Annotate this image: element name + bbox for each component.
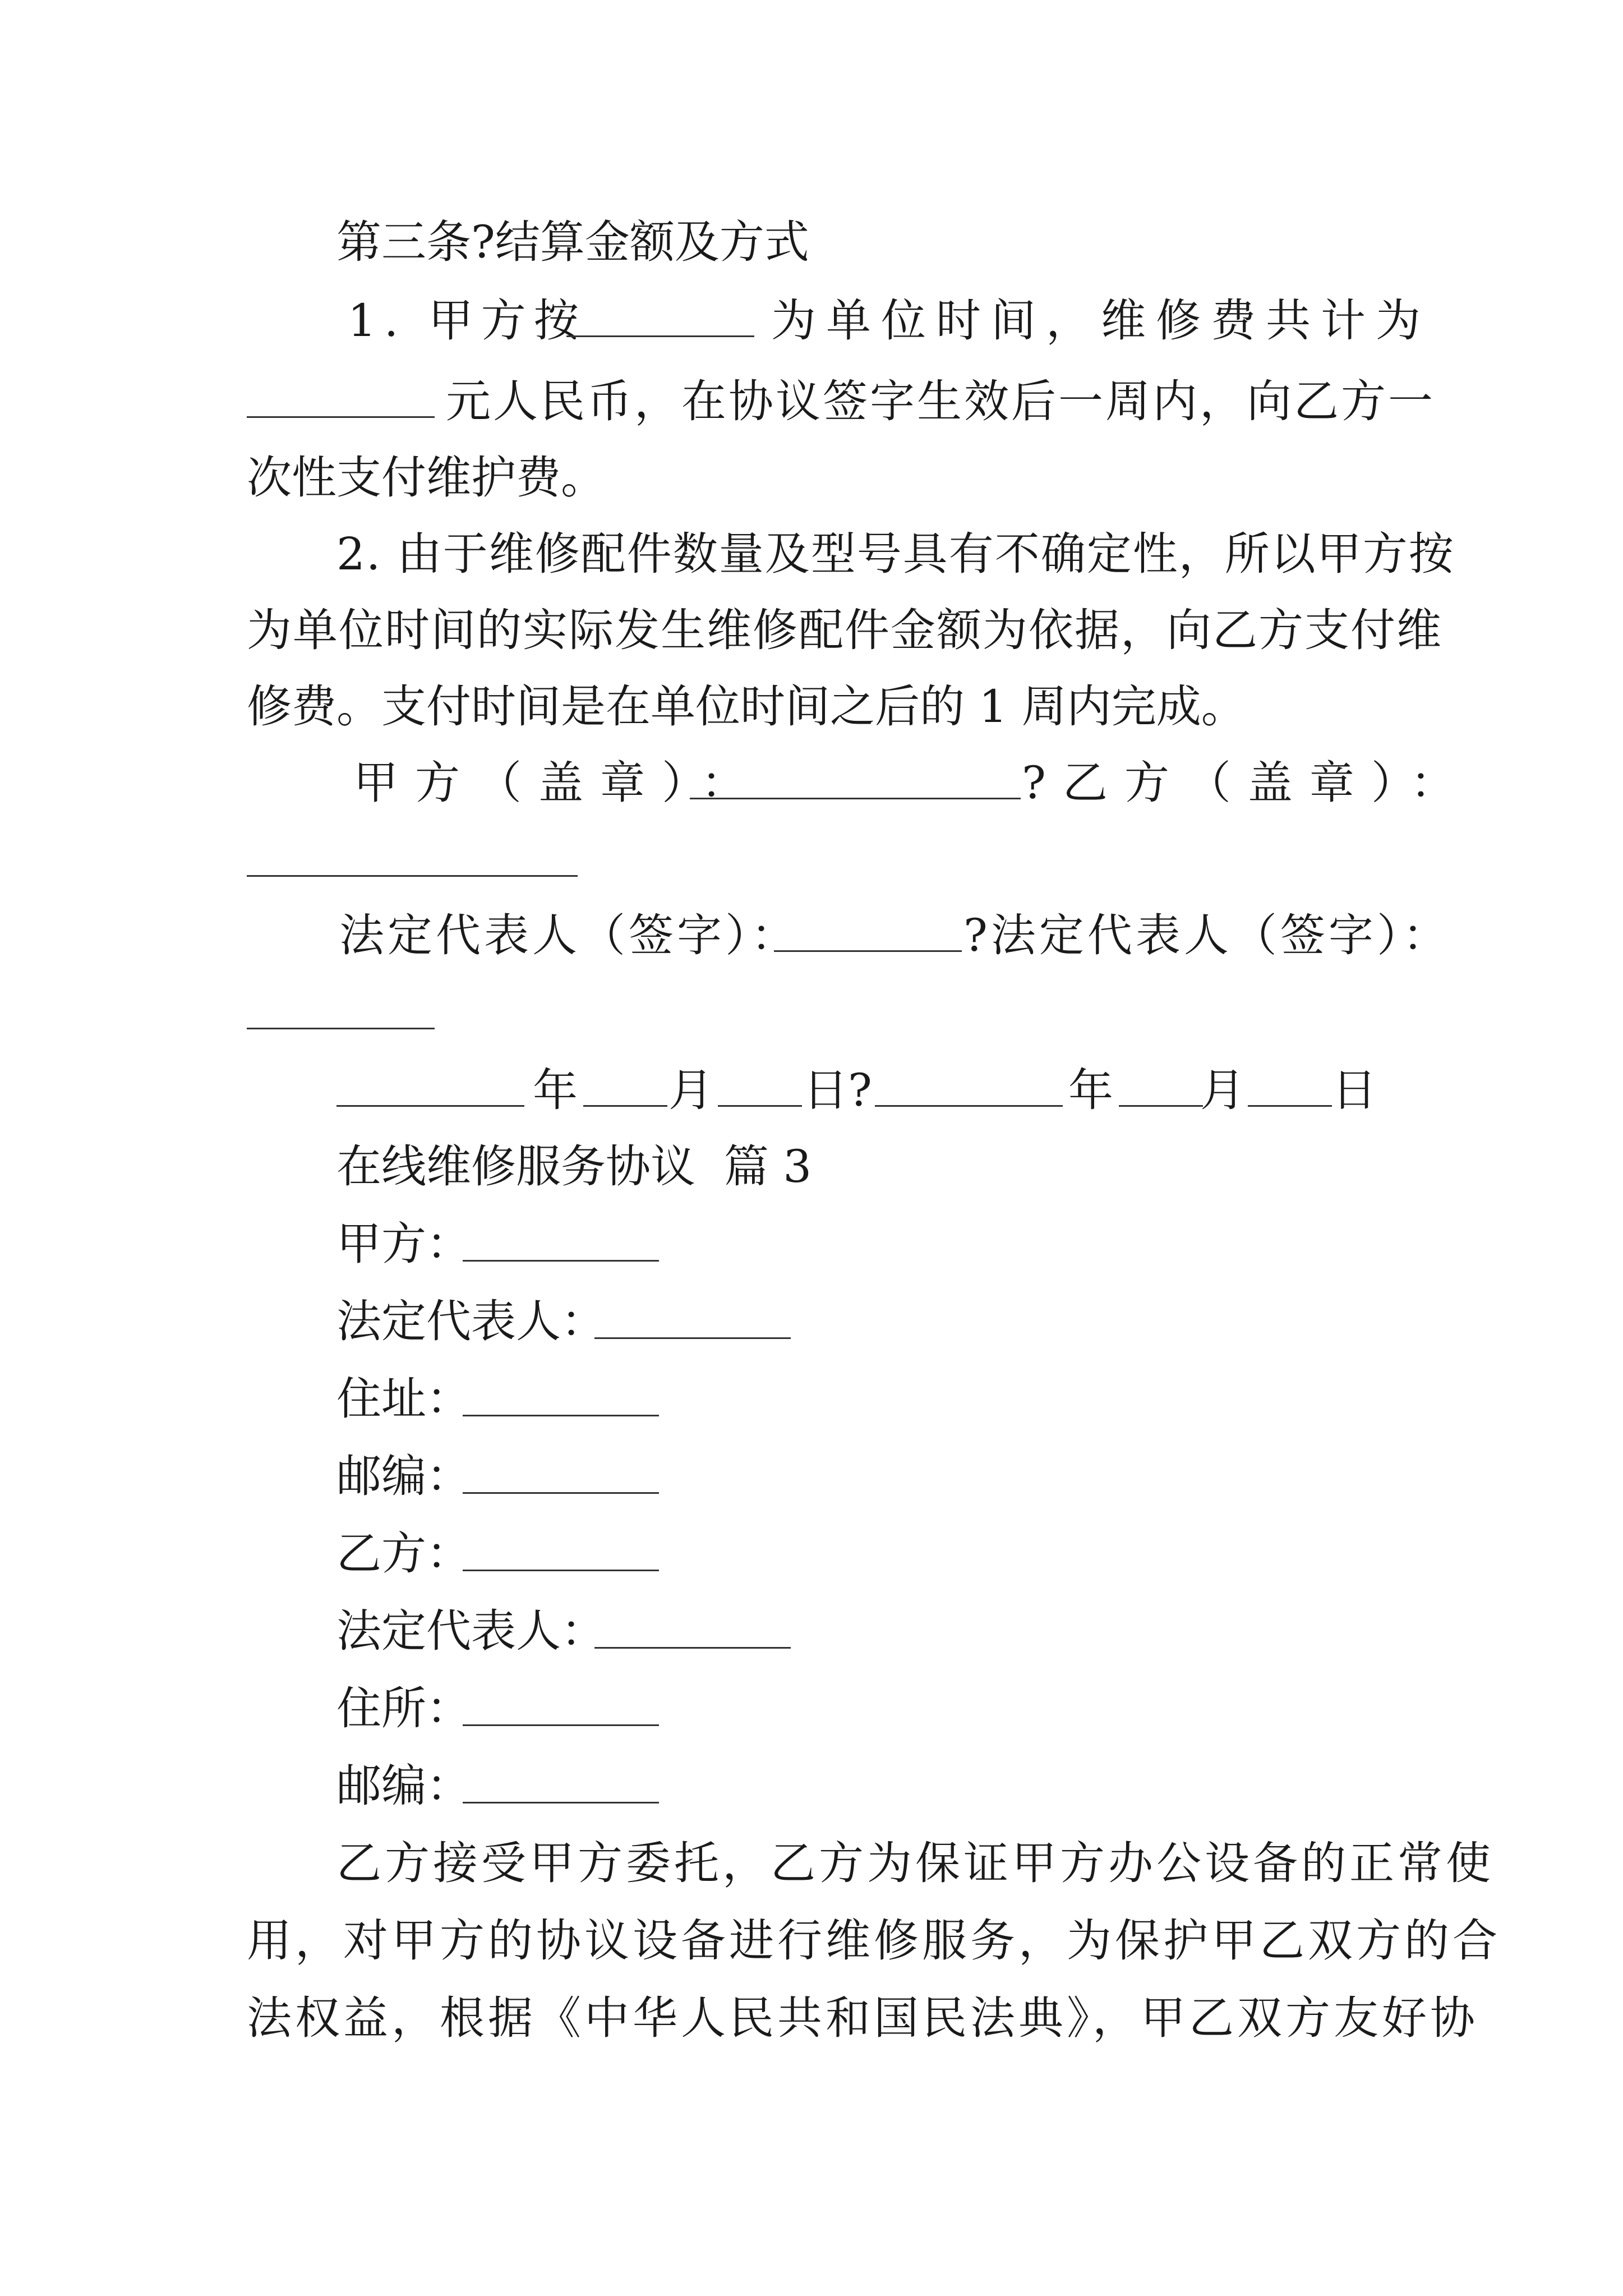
date-b-day: 日 (1332, 1064, 1377, 1116)
preamble-line1: 乙方接受甲方委托，乙方为保证甲方办公设备的正常使 (336, 1837, 1494, 1889)
date-b-year-blank[interactable] (875, 1105, 1063, 1107)
rep-a-label: 法定代表人（签字）： (339, 909, 799, 961)
party-a-seal-blank[interactable] (690, 798, 1021, 799)
amount-blank[interactable] (247, 416, 435, 418)
field-rep-b-label: 法定代表人： (336, 1605, 606, 1657)
unit-time-blank[interactable] (566, 335, 754, 337)
date-b-day-blank[interactable] (1248, 1105, 1332, 1107)
field-address-a-label: 住址： (336, 1373, 471, 1425)
item2-line3: 修费。支付时间是在单位时间之后的 1 周内完成。 (247, 680, 1246, 733)
field-party-b-blank[interactable] (463, 1570, 659, 1571)
field-address-b-label: 住所： (336, 1682, 471, 1734)
date-a-month-blank[interactable] (583, 1105, 667, 1107)
field-postcode-b-label: 邮编： (336, 1760, 471, 1812)
item1-line1-start: 1. 甲方按 (348, 295, 587, 347)
field-rep-a-blank[interactable] (594, 1337, 791, 1339)
item1-line1-end: 为单位时间，维修费共计为 (771, 295, 1431, 347)
date-separator: ? (848, 1064, 872, 1116)
field-address-b-blank[interactable] (463, 1724, 659, 1726)
party-b-seal-label: ?乙方（盖章）： (1022, 757, 1472, 809)
rep-b-label: ?法定代表人（签字）： (963, 909, 1451, 961)
item2-line2: 为单位时间的实际发生维修配件金额为依据，向乙方支付维 (247, 604, 1442, 656)
item1-line2: 元人民币，在协议签字生效后一周内，向乙方一 (446, 375, 1435, 427)
field-rep-b-blank[interactable] (594, 1647, 791, 1649)
date-a-day-blank[interactable] (718, 1105, 802, 1107)
field-address-a-blank[interactable] (463, 1415, 659, 1416)
field-party-a-blank[interactable] (463, 1260, 659, 1262)
date-a-month: 月 (668, 1064, 713, 1116)
item1-line3: 次性支付维护费。 (247, 452, 606, 504)
date-b-year: 年 (1068, 1064, 1113, 1116)
date-b-month-blank[interactable] (1119, 1105, 1203, 1107)
section-heading: 第三条?结算金额及方式 (336, 216, 809, 268)
field-postcode-a-label: 邮编： (336, 1450, 471, 1502)
date-b-month: 月 (1200, 1064, 1245, 1116)
field-party-b-label: 乙方： (336, 1527, 471, 1580)
field-rep-a-label: 法定代表人： (336, 1295, 606, 1347)
preamble-line3: 法权益，根据《中华人民共和国民法典》，甲乙双方友好协 (247, 1992, 1478, 2044)
rep-b-blank[interactable] (247, 1028, 435, 1029)
party-a-seal-label: 甲方（盖章）： (353, 757, 763, 809)
date-a-year-blank[interactable] (336, 1105, 524, 1107)
field-postcode-b-blank[interactable] (463, 1802, 659, 1803)
item2-line1: 2. 由于维修配件数量及型号具有不确定性，所以甲方按 (336, 528, 1455, 580)
agreement-title: 在线维修服务协议 篇 3 (336, 1140, 812, 1193)
field-postcode-a-blank[interactable] (463, 1492, 659, 1494)
date-a-year: 年 (533, 1064, 578, 1116)
party-b-seal-blank[interactable] (247, 875, 578, 877)
preamble-line2: 用，对甲方的协议设备进行维修服务，为保护甲乙双方的合 (247, 1915, 1501, 1967)
field-party-a-label: 甲方： (336, 1218, 471, 1270)
rep-a-blank[interactable] (774, 950, 962, 952)
date-a-day: 日 (803, 1064, 848, 1116)
